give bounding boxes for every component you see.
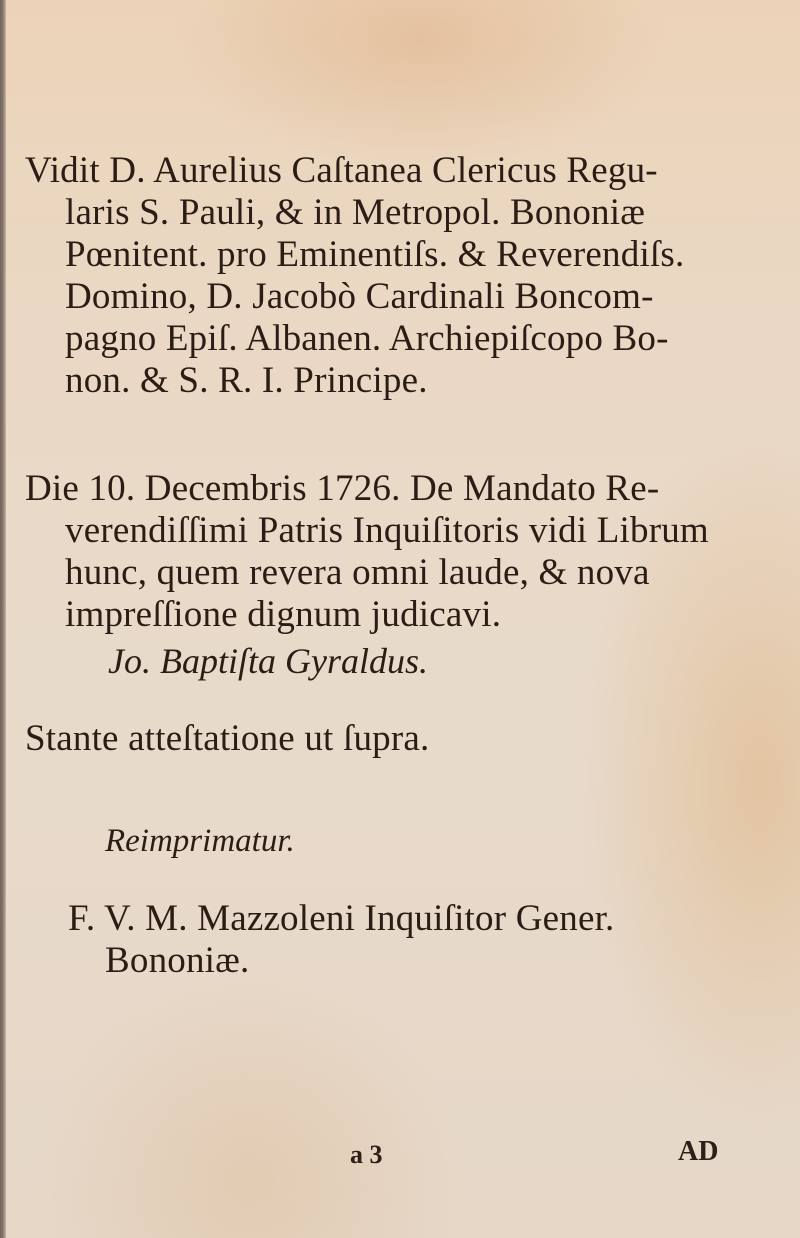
approbation-paragraph-2 [0, 468, 800, 636]
text-line: laris S. Pauli, & in Metropol. Bononiæ [65, 192, 646, 233]
text-line: Die 10. Decembris 1726. De Mandato Re- [25, 468, 660, 509]
attestation-paragraph [0, 718, 800, 760]
catchword: AD [678, 1136, 719, 1167]
approbation-paragraph-1 [0, 150, 800, 402]
reimprimatur-heading: Reimprimatur. [105, 823, 295, 859]
signature-mark: a 3 [350, 1140, 383, 1169]
signature-gyraldus: Jo. Baptiſta Gyraldus. [108, 641, 428, 681]
text-line: Domino, D. Jacobò Cardinali Boncom- [65, 276, 654, 317]
text-line: non. & S. R. I. Principe. [65, 360, 428, 401]
text-line: Pœnitent. pro Eminentiſs. & Reverendiſs. [65, 234, 685, 275]
text-line: Vidit D. Aurelius Caſtanea Clericus Regu- [25, 150, 658, 191]
text-line: Stante atteſtatione ut ſupra. [25, 718, 430, 759]
text-line: pagno Epiſ. Albanen. Archiepiſcopo Bo- [65, 318, 669, 359]
text-line: hunc, quem revera omni laude, & nova [65, 552, 650, 593]
inquisitor-signature [0, 898, 800, 982]
text-line: verendiſſimi Patris Inquiſitoris vidi Librum [65, 510, 709, 551]
text-line: F. V. M. Mazzoleni Inquiſitor Gener. [68, 898, 615, 939]
text-line: impreſſione dignum judicavi. [65, 594, 502, 635]
text-line: Bononiæ. [105, 940, 250, 981]
